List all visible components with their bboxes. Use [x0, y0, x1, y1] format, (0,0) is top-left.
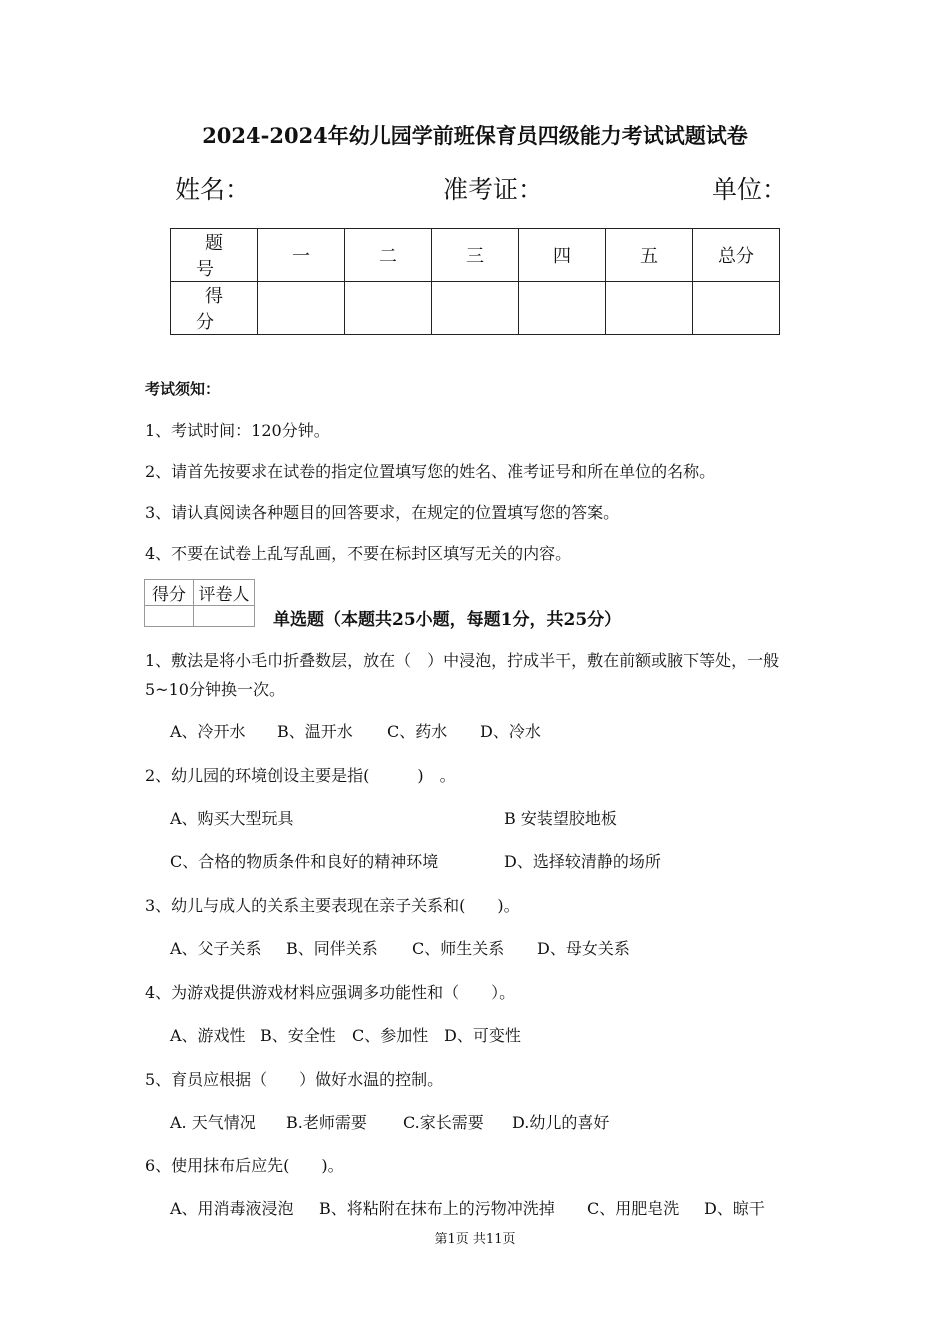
score-table: [170, 228, 780, 335]
question-1-option-b: B、温开水: [277, 722, 353, 741]
score-cell[interactable]: [258, 282, 345, 335]
score-cell[interactable]: [432, 282, 519, 335]
unit-field-label: 单位：: [712, 175, 788, 204]
question-3-text: 3、幼儿与成人的关系主要表现在亲子关系和( )。: [145, 896, 520, 915]
question-2-option-c: C、合格的物质条件和良好的精神环境: [170, 852, 439, 871]
section-title: 单选题（本题共25小题，每题1分，共25分）: [273, 610, 622, 630]
score-table-col-4: 四: [519, 229, 606, 282]
notice-item: 3、请认真阅读各种题目的回答要求，在规定的位置填写您的答案。: [145, 503, 620, 522]
question-1-option-a: A、冷开水: [170, 722, 246, 741]
page-title: 2024-2024年幼儿园学前班保育员四级能力考试试题试卷: [202, 123, 748, 148]
notice-heading: 考试须知：: [145, 380, 221, 398]
question-6-text: 6、使用抹布后应先( )。: [145, 1156, 344, 1175]
grader-name-cell[interactable]: [194, 606, 255, 627]
score-table-col-1: 一: [258, 229, 345, 282]
score-table-score-row: [171, 282, 780, 335]
question-5-text: 5、育员应根据（ ）做好水温的控制。: [145, 1070, 444, 1089]
notice-item: 1、考试时间：120分钟。: [145, 421, 330, 440]
score-table-header-label: 题号: [171, 229, 258, 282]
question-3-option-d: D、母女关系: [537, 939, 630, 958]
question-5-option-c: C.家长需要: [403, 1113, 484, 1132]
question-6-option-d: D、晾干: [704, 1199, 765, 1218]
score-table-col-5: 五: [606, 229, 693, 282]
question-6-option-c: C、用肥皂洗: [587, 1199, 680, 1218]
question-3-option-b: B、同伴关系: [286, 939, 378, 958]
question-4-option-d: D、可变性: [444, 1026, 521, 1045]
score-table-header-row: [171, 229, 780, 282]
question-1-text-cont: 5~10分钟换一次。: [145, 680, 285, 699]
question-2-text: 2、幼儿园的环境创设主要是指( ) 。: [145, 766, 456, 785]
grader-score-cell[interactable]: [145, 606, 194, 627]
score-cell[interactable]: [345, 282, 432, 335]
score-cell-total[interactable]: [693, 282, 780, 335]
question-2-option-a: A、购买大型玩具: [170, 809, 294, 828]
question-1-option-d: D、冷水: [480, 722, 541, 741]
question-1-text: 1、敷法是将小毛巾折叠数层，放在（ ）中浸泡，拧成半干，敷在前额或腋下等处，一般: [145, 651, 780, 670]
question-6-option-b: B、将粘附在抹布上的污物冲洗掉: [319, 1199, 555, 1218]
question-6-option-a: A、用消毒液浸泡: [170, 1199, 294, 1218]
grader-score-label: 得分: [145, 580, 194, 606]
question-2-option-b: B 安装望胶地板: [504, 809, 617, 828]
name-field-label: 姓名：: [175, 175, 251, 204]
score-cell[interactable]: [606, 282, 693, 335]
exam-id-field-label: 准考证：: [443, 175, 544, 204]
page-footer: 第1页 共11页: [434, 1232, 516, 1247]
score-table-col-total: 总分: [693, 229, 780, 282]
notice-item: 4、不要在试卷上乱写乱画，不要在标封区填写无关的内容。: [145, 544, 572, 563]
score-table-col-3: 三: [432, 229, 519, 282]
score-table-col-2: 二: [345, 229, 432, 282]
question-1-option-c: C、药水: [387, 722, 448, 741]
grader-name-label: 评卷人: [194, 580, 255, 606]
question-2-option-d: D、选择较清静的场所: [504, 852, 661, 871]
question-4-text: 4、为游戏提供游戏材料应强调多功能性和（ ）。: [145, 983, 516, 1002]
question-4-option-a: A、游戏性: [170, 1026, 246, 1045]
question-5-option-a: A. 天气情况: [170, 1113, 256, 1132]
grader-box: [144, 579, 255, 627]
score-cell[interactable]: [519, 282, 606, 335]
question-3-option-c: C、师生关系: [412, 939, 505, 958]
question-5-option-d: D.幼儿的喜好: [512, 1113, 610, 1132]
notice-item: 2、请首先按要求在试卷的指定位置填写您的姓名、准考证号和所在单位的名称。: [145, 462, 716, 481]
question-4-option-b: B、安全性: [260, 1026, 336, 1045]
question-3-option-a: A、父子关系: [170, 939, 262, 958]
score-table-row-label: 得分: [171, 282, 258, 335]
question-4-option-c: C、参加性: [352, 1026, 429, 1045]
question-5-option-b: B.老师需要: [286, 1113, 367, 1132]
